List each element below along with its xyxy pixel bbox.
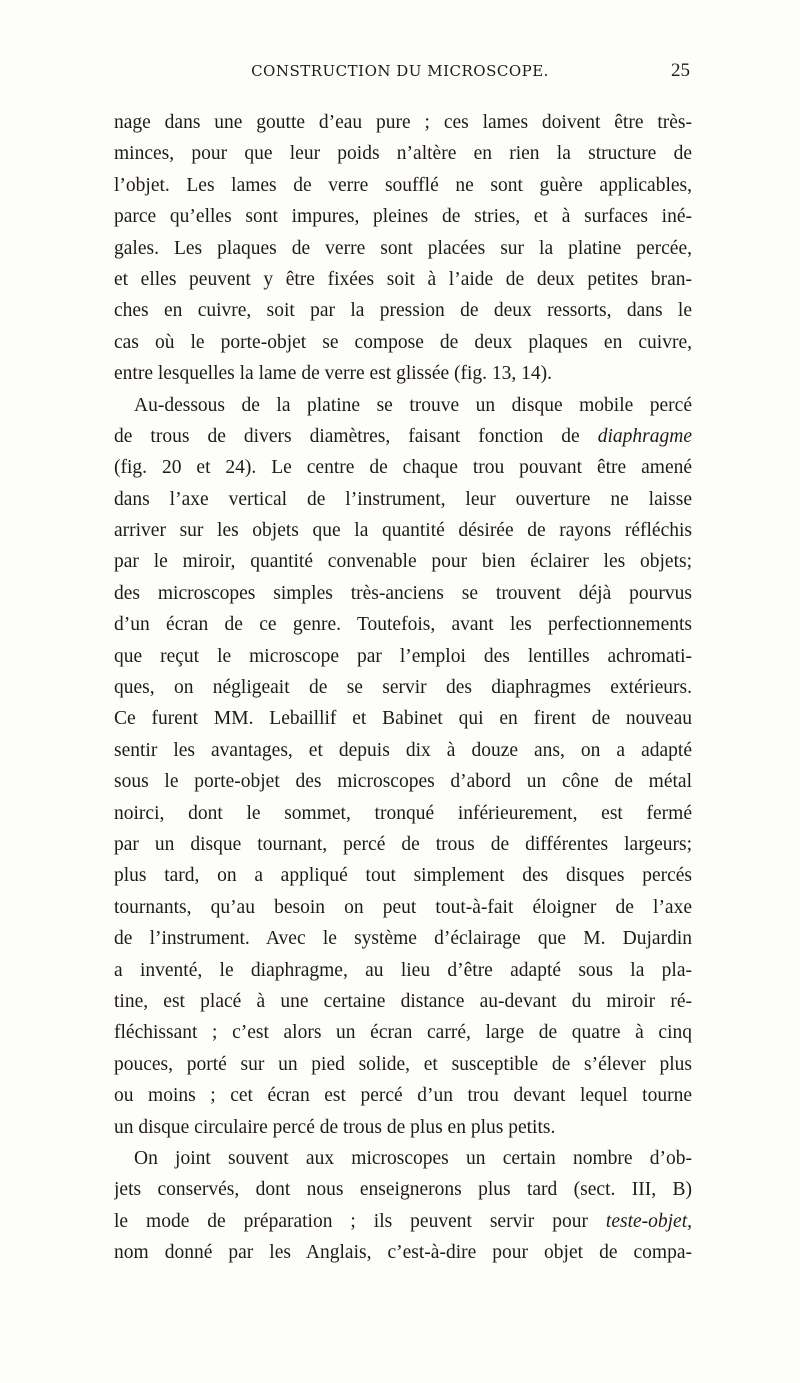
text-line: ques, on négligeait de se servir des diaphragmes extérieurs.	[114, 677, 692, 699]
text-line: nom donné par les Anglais, c’est-à-dire pour objet de compa-	[114, 1242, 692, 1264]
text-line: Ce furent MM. Lebaillif et Babinet qui en firent de nouveau	[114, 708, 692, 730]
text-line: entre lesquelles la lame de verre est glissée (fig. 13, 14).	[114, 363, 553, 385]
text-segment: de trous de divers diamètres, faisant fonction de	[114, 425, 598, 447]
text-line: minces, pour que leur poids n’altère en rien la structure de	[114, 143, 692, 165]
text-line: ches en cuivre, soit par la pression de deux ressorts, dans le	[114, 300, 692, 322]
text-line: un disque circulaire percé de trous de plus en plus petits.	[114, 1116, 556, 1138]
text-line: ou moins ; cet écran est percé d’un trou devant lequel tourne	[114, 1085, 692, 1107]
text-line: l’objet. Les lames de verre soufflé ne sont guère applicables,	[114, 174, 692, 196]
text-segment: le mode de préparation ; ils peuvent servir pour	[114, 1210, 606, 1232]
text-line: parce qu’elles sont impures, pleines de stries, et à surfaces iné-	[114, 206, 692, 228]
text-line: des microscopes simples très-anciens se trouvent déjà pourvus	[114, 582, 692, 604]
italic-term-teste-objet: teste-objet,	[605, 1210, 692, 1232]
text-line-with-italic	[114, 421, 692, 452]
text-line: jets conservés, dont nous enseignerons plus tard (sect. III, B)	[114, 1179, 692, 1201]
text-line: arriver sur les objets que la quantité désirée de rayons réfléchis	[114, 520, 692, 542]
paragraph-start-line: Au-dessous de la platine se trouve un disque mobile percé	[134, 394, 692, 416]
italic-term-diaphragme: diaphragme	[597, 425, 692, 447]
text-line: sentir les avantages, et depuis dix à douze ans, on a adapté	[114, 739, 692, 761]
text-line: sous le porte-objet des microscopes d’abord un cône de métal	[114, 771, 692, 793]
text-line: dans l’axe vertical de l’instrument, leur ouverture ne laisse	[114, 488, 692, 510]
text-line: noirci, dont le sommet, tronqué inférieurement, est fermé	[114, 802, 692, 824]
text-line: d’un écran de ce genre. Toutefois, avant les perfectionnements	[114, 614, 692, 636]
running-head: CONSTRUCTION DU MICROSCOPE.	[251, 62, 549, 80]
text-line: fléchissant ; c’est alors un écran carré, large de quatre à cinq	[114, 1022, 692, 1044]
text-line: gales. Les plaques de verre sont placées sur la platine percée,	[114, 237, 692, 259]
text-line: cas où le porte-objet se compose de deux plaques en cuivre,	[114, 331, 692, 353]
text-line: tournants, qu’au besoin on peut tout-à-fait éloigner de l’axe	[114, 896, 692, 918]
text-line: a inventé, le diaphragme, au lieu d’être adapté sous la pla-	[114, 959, 692, 981]
text-line: (fig. 20 et 24). Le centre de chaque trou pouvant être amené	[114, 457, 692, 479]
text-line: nage dans une goutte d’eau pure ; ces lames doivent être très-	[114, 112, 692, 133]
text-line: tine, est placé à une certaine distance au-devant du miroir ré-	[114, 990, 692, 1012]
text-line: de l’instrument. Avec le système d’éclairage que M. Dujardin	[114, 928, 692, 950]
paragraph-start-line: On joint souvent aux microscopes un certain nombre d’ob-	[134, 1147, 692, 1169]
text-line-with-italic	[114, 1206, 692, 1237]
page-header	[110, 62, 690, 92]
page-number: 25	[671, 60, 690, 81]
body-text	[114, 107, 692, 1268]
text-line: par un disque tournant, percé de trous de différentes largeurs;	[114, 833, 692, 855]
text-line: et elles peuvent y être fixées soit à l’aide de deux petites bran-	[114, 268, 692, 290]
text-line: pouces, porté sur un pied solide, et susceptible de s’élever plus	[114, 1053, 692, 1075]
text-line: plus tard, on a appliqué tout simplement des disques percés	[114, 865, 692, 887]
text-line: que reçut le microscope par l’emploi des lentilles achromati-	[114, 645, 692, 667]
text-line: par le miroir, quantité convenable pour bien éclairer les objets;	[114, 551, 692, 573]
